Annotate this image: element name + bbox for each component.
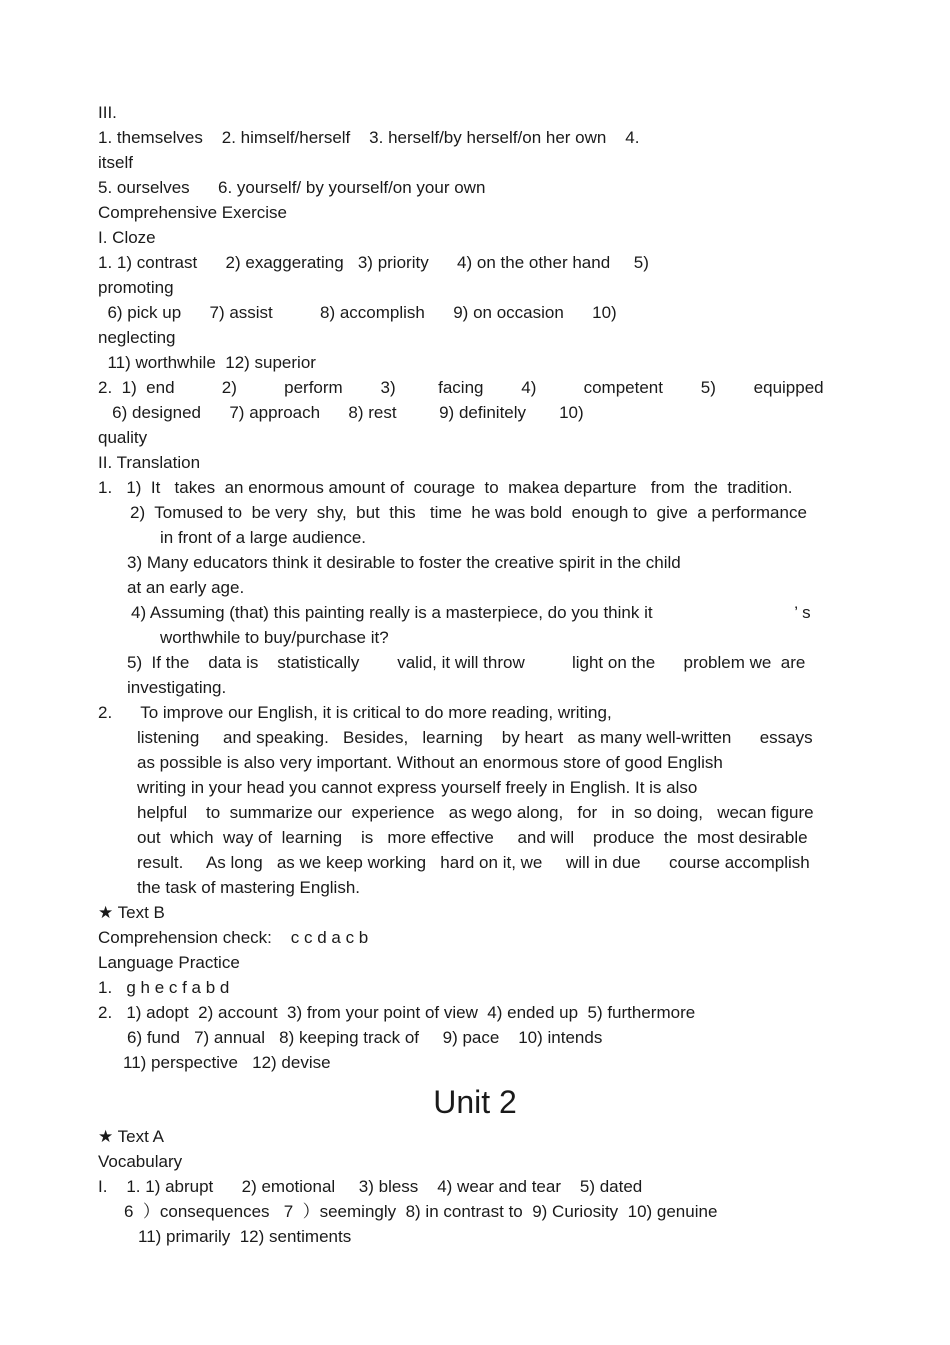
text-line: 11) primarily 12) sentiments — [138, 1227, 352, 1246]
text-line: as possible is also very important. Without an enormous store of good English — [137, 753, 723, 772]
text-line: 4) Assuming (that) this painting really is a masterpiece, do you think it ’ s — [131, 603, 811, 622]
text-line: Comprehension check: c c d a c b — [98, 928, 369, 947]
text-line: 11) worthwhile 12) superior — [98, 353, 316, 372]
text-line: III. — [98, 103, 117, 122]
text-line: 2. 1) end 2) perform 3) facing 4) competent 5) equipped — [98, 378, 824, 397]
text-line: 2. 1) adopt 2) account 3) from your point of view 4) ended up 5) furthermore — [98, 1003, 696, 1022]
text-line: I. 1. 1) abrupt 2) emotional 3) bless 4) wear and tear 5) dated — [98, 1177, 643, 1196]
text-line: helpful to summarize our experience as wego along, for in so doing, wecan figure — [137, 803, 814, 822]
text-line: result. As long as we keep working hard on it, we will in due course accomplish — [137, 853, 810, 872]
text-line: 1. g h e c f a b d — [98, 978, 230, 997]
text-line: itself — [98, 153, 133, 172]
text-line: 1. 1) contrast 2) exaggerating 3) priority 4) on the other hand 5) — [98, 253, 649, 272]
text-line: 5) If the data is statistically valid, it will throw light on the problem we are — [127, 653, 806, 672]
text-line: investigating. — [127, 678, 227, 697]
text-line: 3) Many educators think it desirable to foster the creative spirit in the child — [127, 553, 681, 572]
text-line: 2. To improve our English, it is critical to do more reading, writing, — [98, 703, 612, 722]
text-line: ★ Text A — [98, 1127, 164, 1146]
text-line: neglecting — [98, 328, 176, 347]
text-line: writing in your head you cannot express yourself freely in English. It is also — [137, 778, 698, 797]
unit-heading: Unit 2 — [433, 1084, 517, 1120]
text-line: the task of mastering English. — [137, 878, 361, 897]
text-line: 5. ourselves 6. yourself/ by yourself/on your own — [98, 178, 486, 197]
text-line: listening and speaking. Besides, learning by heart as many well-written essays — [137, 728, 813, 747]
text-line: 6 ）consequences 7 ）seemingly 8) in contrast to 9) Curiosity 10) genuine — [124, 1202, 718, 1221]
text-line: Comprehensive Exercise — [98, 203, 287, 222]
text-line: ★ Text B — [98, 903, 165, 922]
text-line: out which way of learning is more effective and will produce the most desirable — [137, 828, 808, 847]
text-line: 2) Tomused to be very shy, but this time he was bold enough to give a performance — [130, 503, 807, 522]
text-line: 1. themselves 2. himself/herself 3. herself/by herself/on her own 4. — [98, 128, 640, 147]
text-line: Language Practice — [98, 953, 240, 972]
text-line: in front of a large audience. — [160, 528, 367, 547]
text-line: Vocabulary — [98, 1152, 183, 1171]
text-line: II. Translation — [98, 453, 201, 472]
text-line: 1. 1) It takes an enormous amount of courage to makea departure from the tradition. — [98, 478, 793, 497]
text-line: 6) designed 7) approach 8) rest 9) definitely 10) — [98, 403, 584, 422]
text-line: 6) pick up 7) assist 8) accomplish 9) on occasion 10) — [98, 303, 617, 322]
text-line: 6) fund 7) annual 8) keeping track of 9) pace 10) intends — [127, 1028, 603, 1047]
text-line: at an early age. — [127, 578, 245, 597]
text-line: I. Cloze — [98, 228, 156, 247]
text-line: worthwhile to buy/purchase it? — [160, 628, 389, 647]
text-line: promoting — [98, 278, 174, 297]
text-line: 11) perspective 12) devise — [123, 1053, 331, 1072]
text-line: quality — [98, 428, 148, 447]
